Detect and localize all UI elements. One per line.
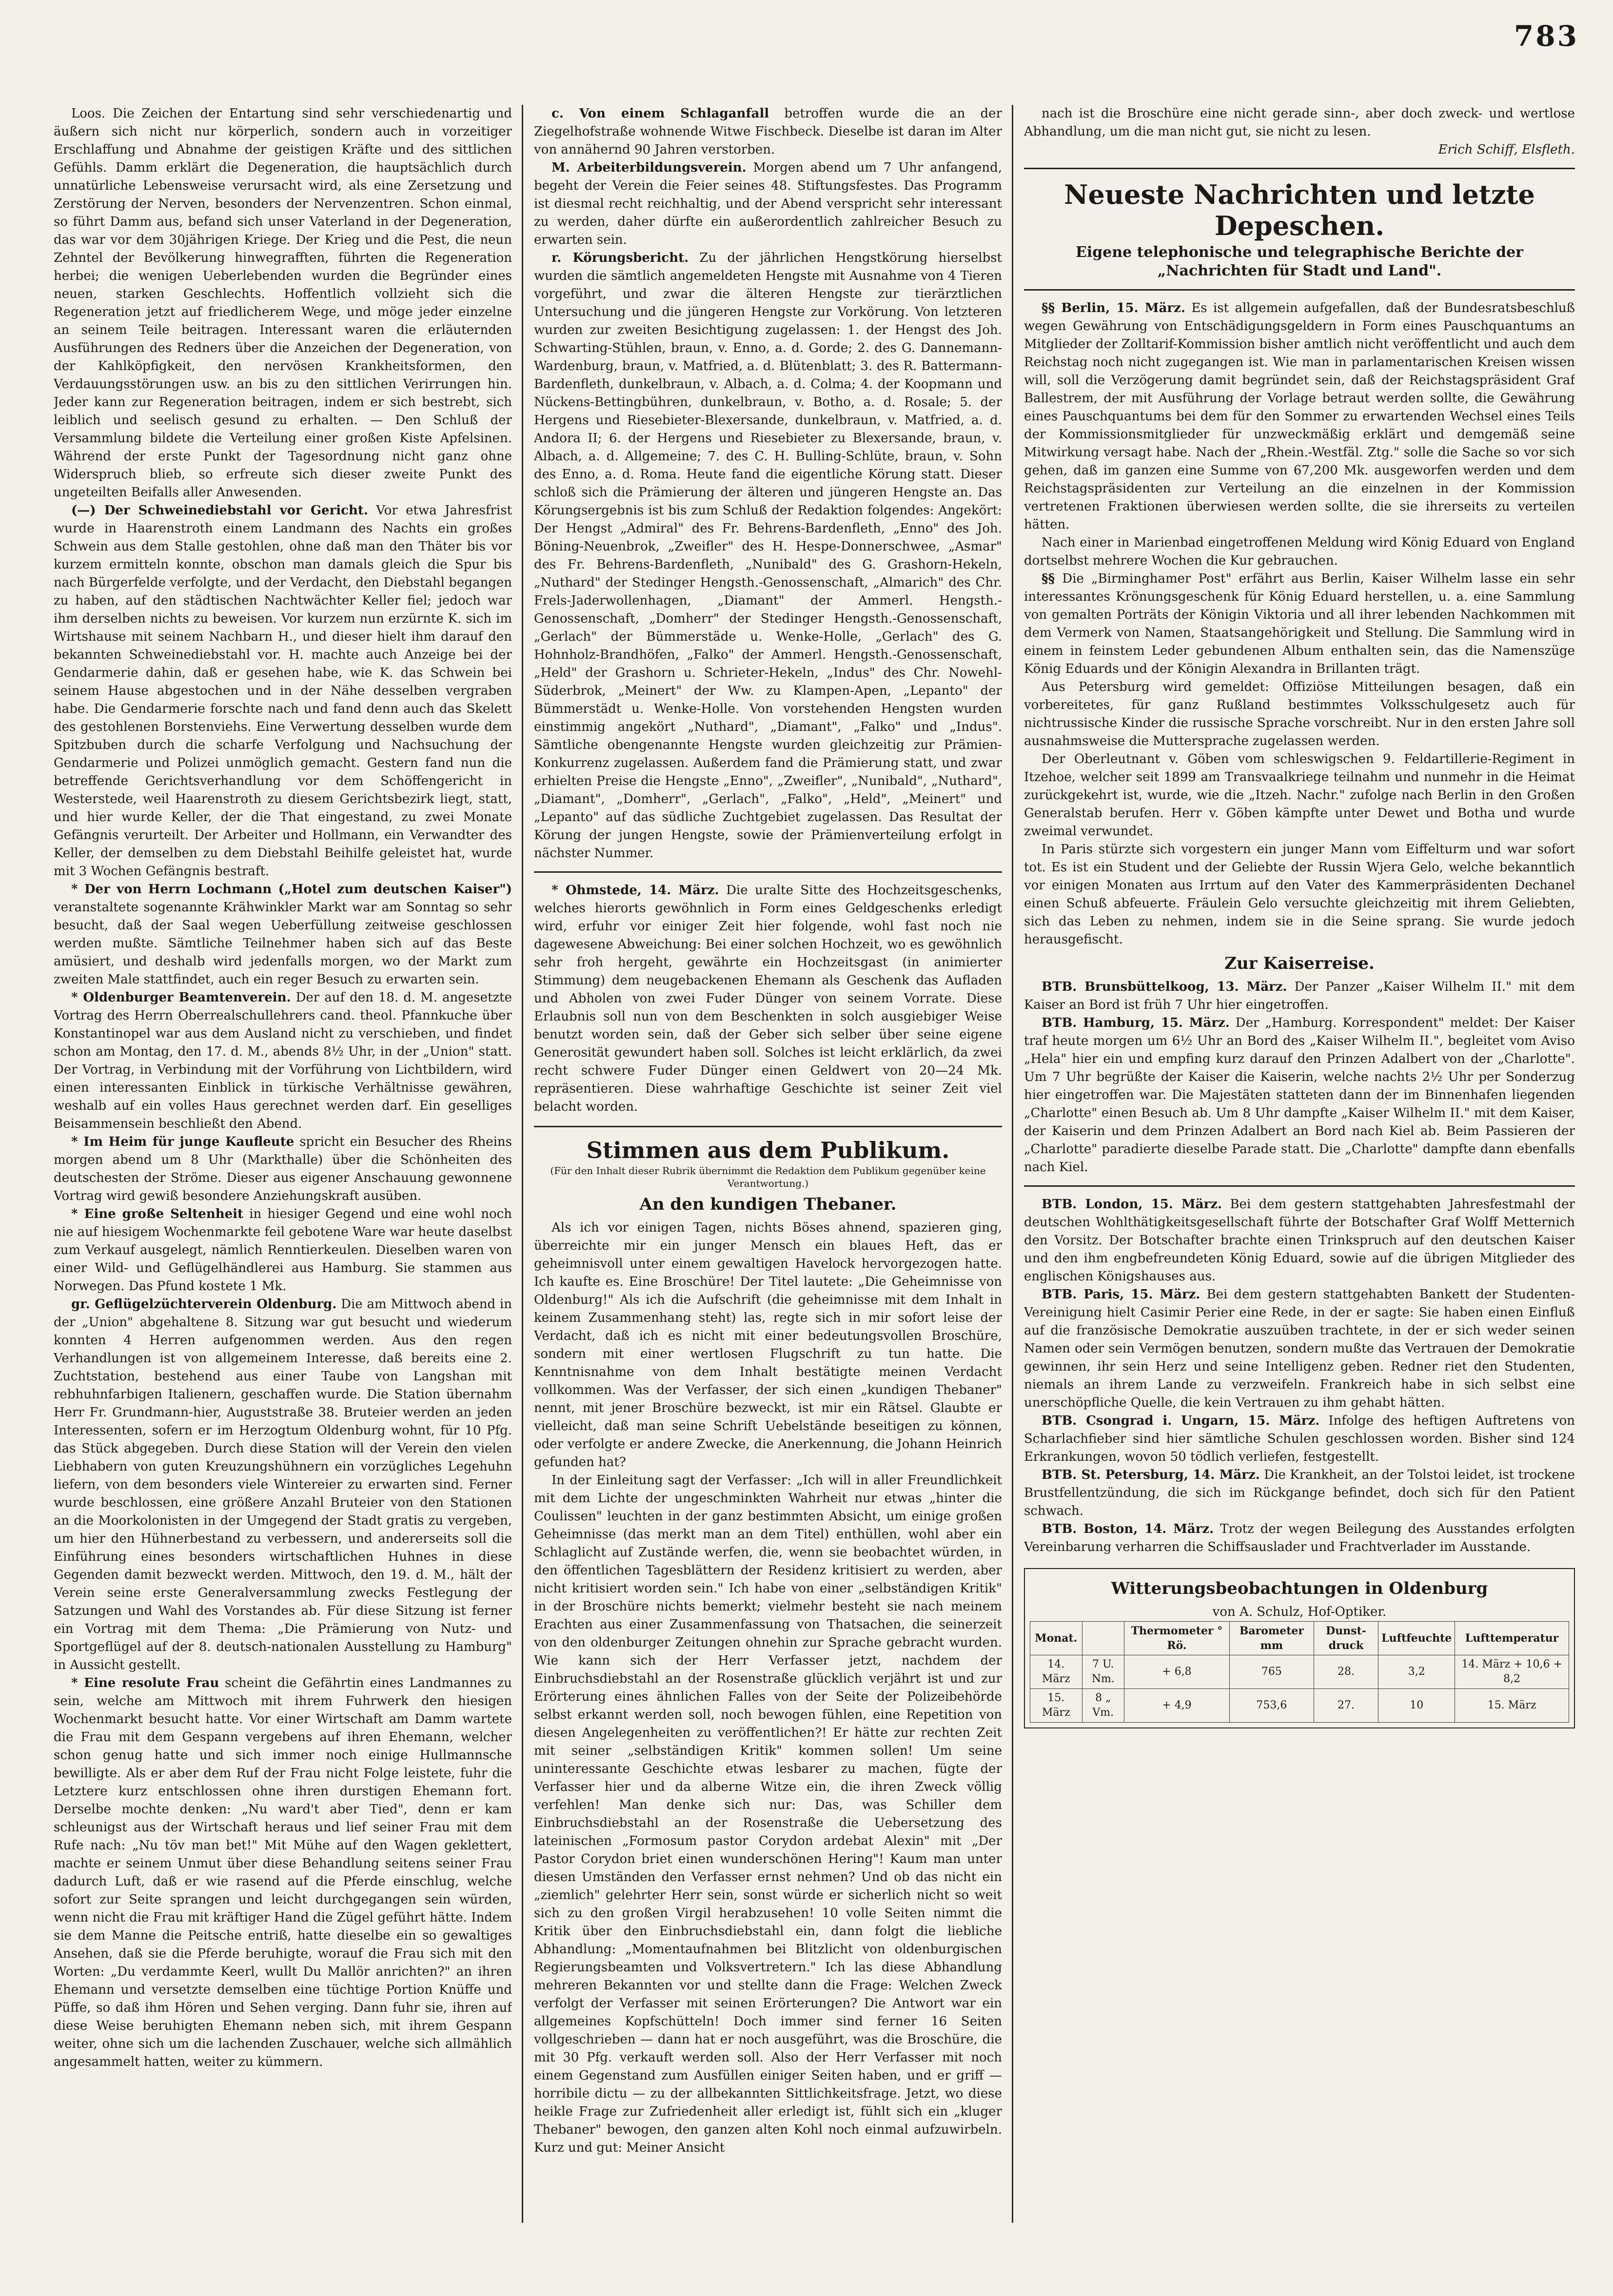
- table-cell: + 6,8: [1124, 1655, 1230, 1689]
- table-cell: 14. März + 10,6 + 8,2: [1455, 1655, 1569, 1689]
- table-header-row: [1030, 1622, 1569, 1655]
- news-paragraph: Aus Petersburg wird gemeldet: Offiziöse Mitteilungen besagen, daß ein vorbereitetes, für ganz Rußland bestimmtes Volksschulgesetz auch für nichtrussische Kinder die russische Sprache vorschreibt. Nur in den ersten Jahre soll ausnahmsweise die Muttersprache zugelassen werden.: [1024, 680, 1575, 748]
- section-title: Stimmen aus dem Publikum.: [534, 1126, 1002, 1164]
- article-paragraph: nach ist die Broschüre eine nicht gerade sinn-, aber doch zweck- und wertlose Abhandlung, um die man nicht gut, sie nicht zu lesen.: [1024, 106, 1575, 139]
- article-paragraph: * Oldenburger Beamtenverein. Der auf den 18. d. M. angesetzte Vortrag des Herrn Oberrealschullehrers cand. theol. Pfannkuche über Konstantinopel war aus dem Ausland nicht zu verschieben, und findet schon am Montag, den 17. d. M., abends 8½ Uhr, in der „Union" statt. Der Vortrag, in Verbindung mit der Vorführung von Lichtbildern, wird einen interessanten Einblick in türkische Verhältnisse gewähren, weshalb auf ein volles Haus gerechnet werden darf. Ein geselliges Beisammensein beschließt den Abend.: [54, 990, 512, 1131]
- column-rule: [1012, 105, 1013, 2223]
- table-row: [1030, 1689, 1569, 1723]
- article-title: An den kundigen Thebaner.: [639, 1195, 897, 1214]
- news-paragraph: BTB. St. Petersburg, 14. März. Die Krankheit, an der Tolstoi leidet, ist trockene Brustfellentzündung, die sich im Rückgange befindet, doch sich für den Patient schwach.: [1024, 1468, 1575, 1518]
- news-paragraph: In Paris stürzte sich vorgestern ein junger Mann vom Eiffelturm und war sofort tot. Es ist ein Student und der Geliebte der Russin Wjera Gelo, welche bekanntlich vor einigen Monaten aus Irrtum auf den Vater des Kammerpräsidenten Dechanel einen Schuß abfeuerte. Fräulein Gelo versuchte gleichzeitig mit ihrem Geliebten, sich das Leben zu nehmen, indem sie in die Seine sprang. Sie wurde jedoch herausgefischt.: [1024, 842, 1575, 947]
- table-cell: 3,2: [1378, 1655, 1455, 1689]
- table-header: [1082, 1622, 1124, 1655]
- article-paragraph: r. Körungsbericht. Zu der jährlichen Hengstkörung hierselbst wurden die sämtlich angemeldeten Hengste mit Ausnahme von 4 Tieren vorgeführt, und zwar die älteren Hengste zur tierärztlichen Untersuchung und die jüngeren Hengste zur Vorkörung. Von letzteren wurden zur zweiten Besichtigung zugelassen: 1. der Hengst des Joh. Schwarting-Stühlen, braun, v. Enno, a. d. Gorde; 2. des G. Dannemann-Wardenburg, braun, v. Matfried, a. d. Blütenblatt; 3. des R. Battermann-Bardenfleth, dunkelbraun, v. Albach, a. d. Colma; 4. der Koopmann und Nückens-Bettingbühren, dunkelbraun, v. Botho, a. d. Rosale; 5. der Hergens und Riesebieter-Blexersande, dunkelbraun, v. Matfried, a. d. Andora II; 6. der Hergens und Riesebieter zu Blexersande, braun, v. Albach, a. d. Allgemeine; 7. des C. H. Bulling-Schlüte, braun, v. Sohn des Enno, a. d. Roma. Heute fand die eigentliche Körung statt. Dieser schloß sich die Prämierung der älteren und jüngeren Hengste an. Das Körungsergebnis ist bis zum Schluß der Redaktion folgendes: Angekört: Der Hengst „Admiral" des Fr. Behrens-Bardenfleth, „Enno" des Joh. Böning-Neuenbrok, „Zweifler" des H. Hespe-Donnerschwee, „Asmar" des Fr. Behrens-Bardenfleth, „Nunibald" des G. Grashorn-Hekeln, „Nuthard" der Stedinger Hengsth.-Genossenschaft, „Almarich" des Chr. Frels-Jaderwollenhagen, „Diamant" der Ammerl. Hengsth.-Genossenschaft, „Domherr" der Stedinger Hengsth.-Genossenschaft, „Gerlach" der Bümmerstäde u. Wenke-Holle, „Gerlach" des G. Hohnholz-Brandhöfen, „Falko" der Ammerl. Hengsth.-Genossenschaft, „Held" der Grashorn u. Schrieter-Hekeln, „Indus" des Chr. Nowehl-Süderbrok, „Meinert" der Ww. zu Klampen-Apen, „Lepanto" der Bümmerstädt u. Wenke-Holle. Von vorstehenden Hengsten wurden einstimmig angekört „Nuthard", „Diamant", „Falko" und „Indus". Sämtliche obengenannte Hengste wurden gleichzeitig zur Prämien-Konkurrenz zugelassen. Außerdem fand die Prämierung statt, und zwar erhielten Preise die Hengste „Enno", „Zweifler", „Nunibald", „Nuthard", „Diamant", „Domherr", „Gerlach", „Falko", „Held", „Meinert" und „Lepanto" auf das südliche Zuchtgebiet zugelassen. Das Resultat der Körung der jungen Hengste, sowie der Prämienverteilung erfolgt in nächster Nummer.: [534, 251, 1002, 861]
- weather-table: [1030, 1621, 1569, 1723]
- article-paragraph: M. Arbeiterbildungsverein. Morgen abend um 7 Uhr anfangend, begeht der Verein die Feier seines 48. Stiftungsfestes. Das Programm ist diesmal recht reichhaltig, und der Abend verspricht sehr interessant zu werden, daher dürfte ein außerordentlich zahlreicher Besuch zu erwarten sein.: [534, 160, 1002, 247]
- column-2: [534, 105, 1002, 2237]
- signature: Erich Schiff, Elsfleth.: [1438, 142, 1575, 157]
- table-header: Monat.: [1030, 1622, 1082, 1655]
- article-paragraph: * Der von Herrn Lochmann („Hotel zum deutschen Kaiser") veranstaltete sogenannte Krähwinkler Markt war am Sonntag so sehr besucht, daß der Saal wegen Ueberfüllung zeitweise geschlossen werden mußte. Sämtliche Teilnehmer haben sich auf das Beste amüsiert, und deshalb wird jedenfalls morgen, wo der Markt zum zweiten Male stattfindet, auch ein reger Besuch zu erwarten sein.: [54, 882, 512, 987]
- section-divider: [1024, 289, 1575, 291]
- section-divider: [534, 871, 1002, 873]
- table-cell: 765: [1229, 1655, 1314, 1689]
- table-cell: 753,6: [1229, 1689, 1314, 1723]
- news-paragraph: BTB. Boston, 14. März. Trotz der wegen Beilegung des Ausstandes erfolgten Vereinbarung verharren die Schiffsauslader und Frachtverlader im Ausstande.: [1024, 1522, 1575, 1554]
- table-cell: 15. März: [1030, 1689, 1082, 1723]
- news-paragraph: BTB. Brunsbüttelkoog, 13. März. Der Panzer „Kaiser Wilhelm II." mit dem Kaiser an Bord ist früh 7 Uhr hier eingetroffen.: [1024, 980, 1575, 1012]
- table-cell: 10: [1378, 1689, 1455, 1723]
- column-1: [54, 105, 512, 2237]
- news-subtitle: Eigene telephonische und telegraphische Berichte der „Nachrichten für Stadt und Land".: [1076, 244, 1523, 279]
- news-paragraph: Der Oberleutnant v. Göben vom schleswigschen 9. Feldartillerie-Regiment in Itzehoe, welcher seit 1899 am Transvaalkriege teilnahm und nunmehr in die Heimat zurückgekehrt ist, wurde, wie die „Itzeh. Nachr." zufolge nach Berlin in den Großen Generalstab berufen. Herr v. Göben kämpfte unter Dewet und Botha und wurde zweimal verwundet.: [1024, 752, 1575, 839]
- table-header: Dunst-druck: [1314, 1622, 1378, 1655]
- table-cell: 27.: [1314, 1689, 1378, 1723]
- table-header: Lufttemperatur: [1455, 1622, 1569, 1655]
- article-paragraph: * Eine große Seltenheit in hiesiger Gegend und eine wohl noch nie auf hiesigem Wochenmarkte feil gebotene Ware war heute daselbst zum Verkauf ausgelegt, nämlich Renntierkeulen. Dieselben waren von einer Wild- und Geflügelhändlerei aus Hamburg. Sie stammen aus Norwegen. Das Pfund kostete 1 Mk.: [54, 1207, 512, 1294]
- news-paragraph: BTB. Csongrad i. Ungarn, 15. März. Infolge des heftigen Auftretens von Scharlachfieber sind hier sämtliche Schulen geschlossen worden. Bisher sind 124 Erkrankungen, wovon 50 tödlich verliefen, festgestellt.: [1024, 1413, 1575, 1464]
- article-paragraph: * Eine resolute Frau scheint die Gefährtin eines Landmannes zu sein, welche am Mittwoch mit ihrem Fuhrwerk den hiesigen Wochenmarkt besucht hatte. Vor einer Wirtschaft am Damm wartete die Frau mit dem Gespann vergebens auf ihren Ehemann, welcher schon genug hatte und sich immer noch einige Hullmannsche bewilligte. Als er aber dem Ruf der Frau nicht Folge leistete, fuhr die Letztere kurz entschlossen ohne ihren durstigen Ehemann fort. Derselbe mochte denken: „Nu ward't aber Tied", denn er kam schleunigst aus der Wirtschaft heraus und lief seiner Frau mit dem Rufe nach: „Nu töv man bet!" Mit Mühe auf den Wagen geklettert, machte er seinem Unmut über diese Behandlung seitens seiner Frau dadurch Luft, daß er wie rasend auf die Pferde einschlug, welche sofort zur Seite sprangen und leicht durchgegangen sein würden, wenn nicht die Frau mit kräftiger Hand die Zügel geführt hätte. Indem sie dem Manne die Peitsche entriß, hatte dieselbe ein so gewaltiges Ansehen, daß sie die Pferde beruhigte, worauf die Frau sich mit den Worten: „Du verdammte Keerl, wullt Du Mallör anrichten?" an ihren Ehemann und versetzte demselben eine tüchtige Portion Knüffe und Püffe, so daß ihm Hören und Sehen verging. Dann fuhr sie, ihren auf diese Weise beruhigten Ehemann neben sich, mit ihrem Gespann weiter, ohne sich um die lachenden Zuschauer, welche sich allmählich angesammelt hatten, weiter zu kümmern.: [54, 1676, 512, 2069]
- news-paragraph: §§ Berlin, 15. März. Es ist allgemein aufgefallen, daß der Bundesratsbeschluß wegen Gewährung von Entschädigungsgeldern in Form eines Pauschquantums an Mitglieder der Zolltarif-Kommission bisher amtlich nicht veröffentlicht und auch dem Reichstag noch nicht zugegangen ist. Wie man in parlamentarischen Kreisen wissen will, soll die Verzögerung damit begründet sein, daß der Reichstagspräsident Graf Ballestrem, der mit Ausführung der Vorlage betraut werden sollte, die Gewährung eines Pauschquantums bei dem für den Sommer zu erwartenden Wechsel eines Teils der Kommissionsmitglieder für unzweckmäßig erklärt und demgemäß seine Mitwirkung versagt habe. Nach der „Rhein.-Westfäl. Ztg." solle die Sache so vor sich gehen, daß im ganzen eine Summe von 67,200 Mk. ausgeworfen werden und dem Reichstagspräsidenten zur Verteilung an die einzelnen in der Kommission vertretenen Fraktionen überwiesen werden sollte, die sie ihrerseits zu verteilen hätten.: [1024, 301, 1575, 532]
- kaiser-title: Zur Kaiserreise.: [1224, 954, 1375, 973]
- article-paragraph: * Im Heim für junge Kaufleute spricht ein Besucher des Rheins morgen abend um 8 Uhr (Markthalle) über die Schönheiten des deutschesten der Ströme. Dieser aus eigener Anschauung gewonnene Vortrag wird gewiß besondere Anziehungskraft ausüben.: [54, 1135, 512, 1203]
- weather-subtitle: von A. Schulz, Hof-Optiker.: [1212, 1605, 1387, 1619]
- news-paragraph: §§ Die „Birminghamer Post" erfährt aus Berlin, Kaiser Wilhelm lasse ein sehr interessantes Krönungsgeschenk für König Eduard herstellen, u. a. eine Sammlung von gemalten Porträts der Königin Viktoria und all ihrer lebenden Nachkommen mit dem Vermerk von Namen, Staatsangehörigkeit und Stellung. Die Sammlung wird in einem in feinstem Leder gebundenen Album enthalten sein, das die Namenszüge König Eduards und der Königin Alexandra in Brillanten trägt.: [1024, 571, 1575, 676]
- section-divider: [1024, 1185, 1575, 1187]
- article-paragraph: c. Von einem Schlaganfall betroffen wurde die an der Ziegelhofstraße wohnende Witwe Fischbeck. Dieselbe ist daran im Alter von annähernd 90 Jahren verstorben.: [534, 106, 1002, 157]
- weather-title: Witterungsbeobachtungen in Oldenburg: [1111, 1579, 1488, 1598]
- table-row: [1030, 1655, 1569, 1689]
- news-title: Neueste Nachrichten und letzte Depeschen.: [1064, 179, 1535, 241]
- weather-box: [1024, 1568, 1575, 1728]
- table-cell: 8 „ Vm.: [1082, 1689, 1124, 1723]
- news-paragraph: BTB. Hamburg, 15. März. Der „Hamburg. Korrespondent" meldet: Der Kaiser traf heute morgen um 6½ Uhr an Bord des „Kaiser Wilhelm II.", begleitet vom Aviso „Hela" hier ein und empfing kurz darauf den Prinzen Adalbert von der „Charlotte". Um 7 Uhr begrüßte der Kaiser die Kaiserin, welche nachts 2½ Uhr per Sonderzug hier eingetroffen war. Die Majestäten statteten dann der im Binnenhafen liegenden „Charlotte" einen Besuch ab. Um 8 Uhr dampfte „Kaiser Wilhelm II." mit dem Kaiser, der Kaiserin und dem Prinzen Adalbert an Bord nach Kiel ab. Beim Passieren der „Charlotte" paradierte dieselbe Parade statt. Die „Charlotte" dampfte dann ebenfalls nach Kiel.: [1024, 1016, 1575, 1175]
- table-cell: 7 U. Nm.: [1082, 1655, 1124, 1689]
- article-paragraph: gr. Geflügelzüchterverein Oldenburg. Die am Mittwoch abend in der „Union" abgehaltene 8. Sitzung war gut besucht und wiederum konnten 4 Herren aufgenommen werden. Aus den regen Verhandlungen ist von allgemeinem Interesse, daß bereits eine 2. Zuchtstation, bestehend aus einer Taube von Langshan mit rebhuhnfarbigen Italienern, geschaffen wurde. Die Station übernahm Herr Fr. Grundmann-hier, Auguststraße 38. Bruteier werden an jeden Interessenten, sofern er im Herzogtum Oldenburg wohnt, für 10 Pfg. das Stück abgegeben. Durch diese Station will der Verein den vielen Liebhabern von guten Kreuzungshühnern ein vorzügliches Legehuhn liefern, von dem besonders viele Wintereier zu erwarten sind. Ferner wurde beschlossen, eine größere Anzahl Bruteier von den Stationen an die Moorkolonisten in der Umgegend der Stadt gratis zu vergeben, um hier den Hühnerbestand zu verbessern, und andererseits soll die Einführung eines besonders wirtschaftlichen Huhnes in diese Gegenden damit bezweckt werden. Mittwoch, den 19. d. M., hält der Verein seine erste Generalversammlung zwecks Festlegung der Satzungen und Wahl des Vorstandes ab. Für diese Sitzung ist ferner ein Vortrag mit dem Thema: „Die Prämierung von Nutz- und Sportgeflügel auf der 8. deutsch-nationalen Ausstellung zu Hamburg" in Aussicht gestellt.: [54, 1297, 512, 1672]
- table-header: Thermometer ° Rö.: [1124, 1622, 1230, 1655]
- table-cell: 14. März: [1030, 1655, 1082, 1689]
- page-number: 783: [1514, 20, 1579, 53]
- section-note: (Für den Inhalt dieser Rubrik übernimmt die Redaktion dem Publikum gegenüber keine Verantwortung.): [550, 1165, 986, 1189]
- article-paragraph: (—) Der Schweinediebstahl vor Gericht. Vor etwa Jahresfrist wurde in Haarenstroth einem Landmann des Nachts ein großes Schwein aus dem Stalle gestohlen, ohne daß man den Thäter bis vor kurzem ermitteln konnte, obschon man damals gleich die Spur bis nach Bürgerfelde verfolgte, und der Verdacht, den Diebstahl begangen zu haben, auf den städtischen Nachtwächter Keller fiel; jedoch war ihm derselben nichts zu beweisen. Vor kurzem nun erzürnte K. sich im Wirtshause mit seinem Nachbarn H., und dieser hielt ihm darauf den bekannten Schweinediebstahl vor. H. machte auch Anzeige bei der Gendarmerie dahin, daß er gesehen habe, wie K. das Schwein bei seinem Hause abgestochen und in der Nähe desselben vergraben habe. Die Gendarmerie forschte nach und fand denn auch das Skelett des gestohlenen Borstenviehs. Eine Verwertung desselben wurde dem Spitzbuben durch die scharfe Verfolgung und Nachsuchung der Gendarmerie und Polizei unmöglich gemacht. Gestern fand nun die betreffende Gerichtsverhandlung vor dem Schöffengericht in Westerstede, weil Haarenstroth zu diesem Gerichtsbezirk liegt, statt, und hier wurde Keller, der die That eingestand, zu zwei Monate Gefängnis verurteilt. Der Arbeiter und Hollmann, ein Verwandter des Keller, der demselben zu dem Diebstahl Beihilfe geleistet hat, wurde mit 3 Wochen Gefängnis bestraft.: [54, 503, 512, 879]
- news-paragraph: BTB. London, 15. März. Bei dem gestern stattgehabten Jahresfestmahl der deutschen Wohlthätigkeitsgesellschaft führte der Botschafter Graf Wolff Metternich den Vorsitz. Der Botschafter brachte einen Trinkspruch auf den deutschen Kaiser und den ihm engbefreundeten König Eduard, sowie auf die übrigen Mitglieder des englischen Königshauses aus.: [1024, 1197, 1575, 1284]
- table-cell: + 4,9: [1124, 1689, 1230, 1723]
- section-divider: [1024, 168, 1575, 169]
- article-paragraph: In der Einleitung sagt der Verfasser: „Ich will in aller Freundlichkeit mit dem Lichte der ungeschminkten Wahrheit nur etwas „hinter die Coulissen" leuchten in der ganz bestimmten Absicht, um einige großen Geheimnisse (das merkt man an dem Titel) enthüllen, wohl aber ein Schlaglicht auf Zustände werfen, die, wenn sie beobachtet würden, in den öffentlichen Tagesblättern der Residenz kritisiert zu werden, aber nicht kritisiert worden sein." Ich habe von einer „selbständigen Kritik" in der Broschüre nichts bemerkt; vielmehr besteht sie nach meinem Erachten aus einer Zusammenfassung von Thatsachen, die seinerzeit von den oldenburger Zeitungen ohnehin zur Sprache gebracht wurden. Wie kann sich der Herr Verfasser jetzt, nachdem der Einbruchsdiebstahl an der Rosenstraße glücklich verjährt ist und zur Erörterung eines ähnlichen Falles von der Seite der Polizeibehörde selbst erkannt werden soll, noch bewogen fühlen, eine Repetition von diesen Angelegenheiten zu veröffentlichen?! Er hätte zur rechten Zeit mit seiner „selbständigen Kritik" kommen sollen! Um seine uninteressante Geschichte etwas lesbarer zu machen, fügte der Verfasser hier und da alberne Witze ein, die ihren Zweck völlig verfehlen! Man denke sich nur: Das, was Schiller dem Einbruchsdiebstahl an der Rosenstraße die Uebersetzung des lateinischen „Formosum pastor Corydon ardebat Alexin" mit „Der Pastor Corydon briet einen wunderschönen Hering"! Kaum man unter diesen Umständen den Verfasser ernst nehmen? Und ob das nicht ein „ziemlich" gelehrter Herr sein, sonst würde er sicherlich nicht so weit sich zu den großen Virgil herabzusehen! 10 volle Seiten nimmt die Kritik über den Einbruchsdiebstahl ein, dann folgt die liebliche Abhandlung: „Momentaufnahmen bei Blitzlicht von oldenburgischen Regierungsbeamten und Volksvertretern." Ich las diese Abhandlung mehreren Bekannten vor und stellte dann die Frage: Welchen Zweck verfolgt der Verfasser mit seinen Erörterungen? Die Antwort war ein allgemeines Kopfschütteln! Doch immer sind ferner 16 Seiten vollgeschrieben — dann hat er noch ausgeführt, was die Broschüre, die mit 30 Pfg. verkauft werden soll. Also der Herr Verfasser mit noch einem Gegenstand zum Ausfüllen einiger Seiten haben, und er griff — horribile dictu — zu der allbekannten Sittlichkeitsfrage. Jetzt, wo diese heikle Frage zur Zufriedenheit aller erledigt ist, fühlt sich ein „kluger Thebaner" bewogen, den ganzen alten Kohl noch einmal aufzuwirbeln. Kurz und gut: Meiner Ansicht: [534, 1473, 1002, 2155]
- news-paragraph: BTB. Paris, 15. März. Bei dem gestern stattgehabten Bankett der Studenten-Vereinigung hielt Casimir Perier eine Rede, in der er sagte: Sie haben einen Einfluß auf die französische Demokratie auszuüben trachtete, in der er sich weder seinen Namen oder sein Vermögen benutzen, sondern mußte das Vertrauen der Demokratie gewinnen, ihr sein Herz und seine Intelligenz geben. Redner riet den Studenten, niemals an ihrem Lande zu verzweifeln. Frankreich habe in sich selbst eine unerschöpfliche Quelle, die kein Vertrauen zu ihm gehabt hätten.: [1024, 1287, 1575, 1410]
- table-header: Luftfeuchte: [1378, 1622, 1455, 1655]
- news-paragraph: Nach einer in Marienbad eingetroffenen Meldung wird König Eduard von England dortselbst mehrere Wochen die Kur gebrauchen.: [1024, 535, 1575, 568]
- article-paragraph: * Ohmstede, 14. März. Die uralte Sitte des Hochzeitsgeschenks, welches hierorts gewöhnlich in Form eines Geldgeschenks erledigt wird, erfuhr vor einiger Zeit hier folgende, wohl fast noch nie dagewesene Abweichung: Bei einer solchen Hochzeit, wo es gewöhnlich sehr froh hergeht, gewährte ein Hochzeitsgast (in animierter Stimmung) dem neugebackenen Ehemann als Geschenk das Aufladen und Abholen von zwei Fuder Dünger von seinem Vorrate. Diese Erlaubnis soll nun von dem Beschenkten in solch ausgiebiger Weise benutzt worden sein, daß der Geber sich selber über seine eigene Generosität gewundert haben soll. Solches ist leicht erklärlich, da zwei recht schwere Fuder Dünger einen Geldwert von 20—24 Mk. repräsentieren. Diese wahrhaftige Geschichte ist seiner Zeit viel belacht worden.: [534, 883, 1002, 1114]
- table-cell: 28.: [1314, 1655, 1378, 1689]
- article-paragraph: Loos. Die Zeichen der Entartung sind sehr verschiedenartig und äußern sich nicht nur körperlich, sondern auch in vorzeitiger Erschlaffung und Abnahme der geistigen Kräfte und des sittlichen Gefühls. Damm erklärt die Degeneration, die hauptsächlich durch unnatürliche Lebensweise verursacht wird, als eine Zersetzung und Zerstörung der Nerven, besonders der Nervenzentren. Schon einmal, so führt Damm aus, befand sich unser Vaterland in der Degeneration, das war vor dem 30jährigen Kriege. Der Krieg und die Pest, die neun Zehntel der Bevölkerung hinwegrafften, führten die Regeneration herbei; die wenigen Ueberlebenden wurden die Begründer eines neuen, starken Geschlechts. Hoffentlich vollzieht sich die Regeneration jetzt auf friedlicherem Wege, und möge jeder einzelne an seinem Teile beitragen. Interessant waren die erläuternden Ausführungen des Redners über die Anzeichen der Degeneration, von der Kahlköpfigkeit, den nervösen Krankheitsformen, den Verdauungsstörungen usw. an bis zu den sittlichen Verirrungen hin. Jeder kann zur Regeneration beitragen, indem er sich bestrebt, sich leiblich und seelisch gesund zu erhalten. — Den Schluß der Versammlung bildete die Verteilung einer großen Kiste Apfelsinen. Während der erste Punkt der Tagesordnung nicht ganz ohne Widerspruch blieb, so erfreute sich dieser zweite Punkt des ungeteilten Beifalls aller Anwesenden.: [54, 106, 512, 500]
- table-header: Barometer mm: [1229, 1622, 1314, 1655]
- column-rule: [522, 105, 523, 2223]
- article-paragraph: Als ich vor einigen Tagen, nichts Böses ahnend, spazieren ging, überreichte mir ein junger Mensch ein blaues Heft, das er geheimnisvoll unter einem gewaltigen Havelock hervorgezogen hatte. Ich kaufte es. Eine Broschüre! Der Titel lautete: „Die Geheimnisse von Oldenburg!" Als ich die Aufschrift (die geheimnisse mit dem Inhalt in keinem Zusammenhang steht) las, regte sich in mir sofort leise der Verdacht, daß ich es nicht mit einer bedeutungsvollen Broschüre, sondern mit einer wertlosen Flugschrift zu tun hatte. Die Kenntnisnahme von dem Inhalt bestätigte meinen Verdacht vollkommen. Was der Verfasser, der sich einen „kundigen Thebaner" nennt, mit jener Broschüre bezweckt, ist mir ein Rätsel. Glaubte er vielleicht, daß man seine Schrift Uebelstände beseitigen zu können, oder verfolgte er andere Zwecke, die Anerkennung, die Johann Heinrich gefunden hat?: [534, 1220, 1002, 1470]
- table-cell: 15. März: [1455, 1689, 1569, 1723]
- column-3: [1024, 105, 1575, 2237]
